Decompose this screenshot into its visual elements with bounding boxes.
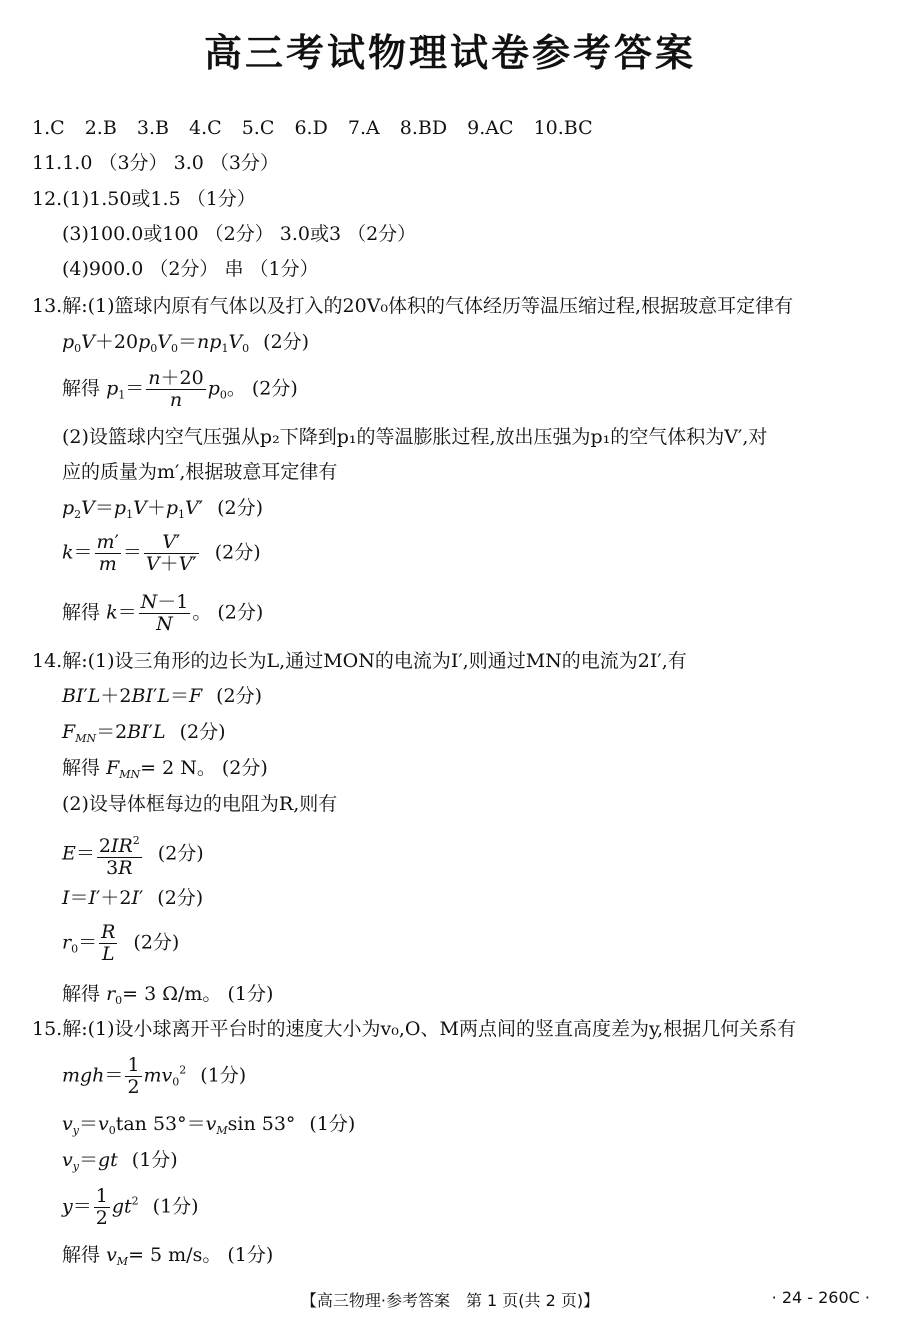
fraction: $\frac{N-1}{N}$	[140, 591, 189, 635]
answer-1: 1.C	[32, 117, 65, 139]
fraction: $\frac{R}{L}$	[101, 921, 116, 965]
q14-equation-5: $r_0=$ $\frac{R}{L}$ (2分)	[62, 921, 180, 965]
answer-7: 7.A	[347, 117, 380, 139]
solve-label: 解得	[62, 601, 101, 624]
q14-score-5: (2分)	[133, 931, 180, 954]
q14-equation-1: BI′L＋2BI′L＝F (2分)	[62, 685, 263, 707]
q15-result: 解得 $v_M= 5$ m/s。 (1分)	[62, 1244, 274, 1268]
choice-answers	[32, 116, 593, 140]
q14-equation-4: I＝I′＋2I′ (2分)	[62, 887, 204, 909]
q15-equation-3: $v_y=gt$ (1分)	[62, 1149, 178, 1173]
answer-2: 2.B	[84, 117, 117, 139]
q14-score-2: (2分)	[179, 721, 226, 743]
answer-10: 10.BC	[533, 117, 593, 139]
q14-value-2: = 3 Ω/m。 (1分)	[122, 983, 274, 1005]
fraction: $\frac{2IR^2}{3R}$	[97, 830, 142, 879]
q13-line-4: (2)设篮球内空气压强从p₂下降到p₁的等温膨胀过程,放出压强为p₁的空气体积为V′,对	[62, 426, 768, 448]
q14-line-5: (2)设导体框每边的电阻为R,则有	[62, 793, 338, 815]
q15-score-3: (1分)	[131, 1149, 178, 1171]
q13-line-1: 13.解:(1)篮球内原有气体以及打入的20V₀体积的气体经历等温压缩过程,根据玻意耳定律有	[32, 295, 794, 317]
q12-line-2: (3)100.0或100 （2分） 3.0或3 （2分）	[62, 223, 417, 245]
q15-equation-2: $v_y=v_0\tan$ $53^\circ=v_M\sin$ 53° (1分)	[62, 1113, 356, 1137]
q13-score-5: 。 (2分)	[192, 601, 264, 624]
q14-value-1: = 2 N。 (2分)	[140, 757, 268, 779]
solve-label: 解得	[62, 757, 101, 779]
q12-line-1: 12.(1)1.50或1.5 （1分）	[32, 188, 256, 210]
answer-5: 5.C	[241, 117, 275, 139]
page-title: 高三考试物理试卷参考答案	[203, 31, 696, 75]
q13-line-5: 应的质量为m′,根据玻意耳定律有	[62, 461, 338, 483]
q15-equation-1: mgh＝ $\frac{1}{2}$ $mv_0^2$ (1分)	[62, 1054, 247, 1098]
q14-score-1: (2分)	[216, 685, 263, 707]
q15-line-1: 15.解:(1)设小球离开平台时的速度大小为v₀,O、M两点间的竖直高度差为y,根据几何关系有	[32, 1018, 797, 1040]
q13-equation-2: $p_2V=p_1V+p_1V'$ (2分)	[62, 497, 263, 521]
q15-score-2: (1分)	[309, 1113, 356, 1135]
solve-label: 解得	[62, 377, 101, 400]
q13-score-2: 。 (2分)	[226, 377, 298, 400]
fraction: $\frac{1}{2}$	[127, 1054, 140, 1098]
fraction: $\frac{m'}{m}$	[96, 531, 119, 575]
answer-9: 9.AC	[467, 117, 514, 139]
answer-6: 6.D	[294, 117, 328, 139]
q14-result-2: 解得 $r_0= 3$ Ω/m。 (1分)	[62, 983, 274, 1007]
q13-result-1: 解得 $p_1=$ $\frac{n+20}{n}$ $p_0$。 (2分)	[62, 367, 298, 411]
q13-equation-1: $p_0V+20p_0V_0=np_1V_0$ (2分)	[62, 331, 310, 355]
answer-3: 3.B	[136, 117, 169, 139]
q15-equation-4: y＝ $\frac{1}{2}$ $gt^2$ (1分)	[62, 1185, 199, 1229]
q11-answer: 11.1.0 （3分） 3.0 （3分）	[32, 152, 279, 174]
q14-equation-2: $F_{MN}=2BI'L$ (2分)	[62, 721, 226, 745]
q15-value: = 5 m/s。 (1分)	[128, 1244, 274, 1266]
q15-score-1: (1分)	[200, 1064, 247, 1087]
fraction: $\frac{V'}{V+V'}$	[145, 531, 197, 575]
solve-label: 解得	[62, 1244, 101, 1266]
footer-page-info: 【高三物理·参考答案 第 1 页(共 2 页)】	[300, 1291, 600, 1310]
fraction: $\frac{n+20}{n}$	[148, 367, 204, 411]
q13-score-3: (2分)	[217, 497, 263, 519]
q14-score-3: (2分)	[157, 842, 204, 865]
q14-line-1: 14.解:(1)设三角形的边长为L,通过MON的电流为I′,则通过MN的电流为2I′,有	[32, 650, 687, 672]
q12-line-3: (4)900.0 （2分） 串 （1分）	[62, 258, 319, 280]
q13-result-2: 解得 k＝ $\frac{N-1}{N}$ 。 (2分)	[62, 591, 264, 635]
q13-score-1: (2分)	[263, 331, 310, 353]
q14-equation-3: E＝ $\frac{2IR^2}{3R}$ (2分)	[62, 830, 204, 879]
footer-code: · 24 - 260C ·	[771, 1288, 870, 1307]
q13-equation-3: k＝ $\frac{m'}{m}$ ＝ $\frac{V'}{V+V'}$ (2分)	[62, 531, 261, 575]
q14-score-4: (2分)	[157, 887, 204, 909]
q13-score-4: (2分)	[214, 541, 261, 564]
q15-score-4: (1分)	[152, 1195, 199, 1218]
fraction: $\frac{1}{2}$	[95, 1185, 108, 1229]
q14-result-1: 解得 $F_{MN}= 2$ N。 (2分)	[62, 757, 268, 781]
solve-label: 解得	[62, 983, 101, 1005]
answer-8: 8.BD	[399, 117, 448, 139]
answer-4: 4.C	[189, 117, 222, 139]
